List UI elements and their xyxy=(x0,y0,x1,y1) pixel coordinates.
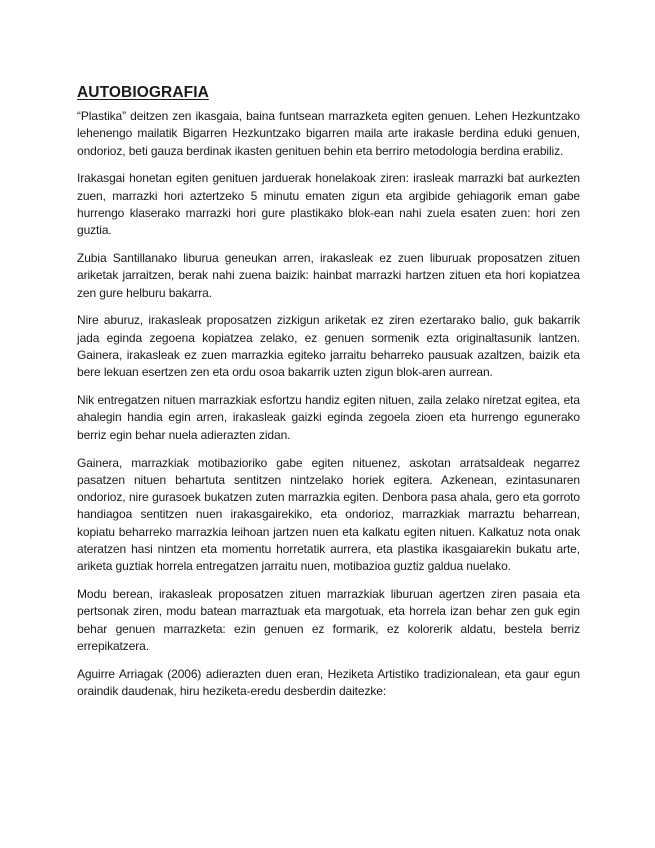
paragraph: Aguirre Arriagak (2006) adierazten duen eran, Heziketa Artistiko tradizionalean, eta gaur egun oraindik daudenak, hiru heziketa-eredu desberdin daitezke: xyxy=(77,666,580,699)
paragraph: Zubia Santillanako liburua geneukan arren, irakasleak ez zuen liburuak proposatzen zituen ariketak jarraitzen, berak nahi zuena baizik: hainbat marrazki hartzen zituen eta hori kopiatzea zen gure helburu bakarra. xyxy=(77,251,580,300)
paragraph: “Plastika” deitzen zen ikasgaia, baina funtsean marrazketa egiten genuen. Lehen Hezkuntzako lehenengo mailatik Bigarren Hezkuntzako bigarren maila arte irakasle berdina eduki genuen, ondorioz, beti gauza berdinak ikasten genituen behin eta berriro metodologia berdina erabiliz. xyxy=(77,109,580,158)
paragraph: Modu berean, irakasleak proposatzen zituen marrazkiak liburuan agertzen ziren pasaia eta pertsonak ziren, modu batean marraztuak eta margotuak, eta horrela izan behar zen guk egin behar genuen marrazketa: ezin genuen ez formarik, ez kolorerik aldatu, bestela berriz errepikatzera. xyxy=(77,587,580,654)
document-title: AUTOBIOGRAFIA xyxy=(77,84,209,101)
document-page xyxy=(77,84,580,711)
paragraph: Nire aburuz, irakasleak proposatzen zizkigun ariketak ez ziren ezertarako balio, guk bakarrik jada eginda zegoena kopiatzea zelako, ez genuen sormenik ezta originaltasunik lantzen. Gainera, irakasleak ez zuen marrazkia egiteko jarraitu beharreko pausuak azaltzen, baizik eta bere lekuan esertzen zen eta ordu osoa bakarrik uzten zigun blok-aren aurrean. xyxy=(77,313,580,380)
paragraph: Gainera, marrazkiak motibazioriko gabe egiten nituenez, askotan arratsaldeak negarrez pasatzen nituen behartuta sentitzen nintzelako horiek egitera. Azkenean, ezintasunaren ondorioz, nire gurasoek bukatzen zuten marrazkia egiten. Denbora pasa ahala, gero eta gorroto handiagoa sentitzen nuen irakasgairekiko, eta ondorioz, marrazkiak marraztu beharrean, kopiatu beharreko marrazkia leihoan jartzen nuen eta kalkatu egiten nituen. Kalkatuz nota onak ateratzen hasi nintzen eta momentu horretatik aurrera, eta plastika ikasgaiarekin bukatu arte, ariketa guztiak horrela entregatzen jarraitu nuen, motibazioa guztiz galdua nuelako. xyxy=(77,455,580,574)
paragraph: Nik entregatzen nituen marrazkiak esfortzu handiz egiten nituen, zaila zelako niretzat egitea, eta ahalegin handia egin arren, irakasleak gaizki eginda zegoela zioen eta hurrengo egunerako berriz egin behar nuela adierazten zidan. xyxy=(77,393,580,442)
paragraph: Irakasgai honetan egiten genituen jarduerak honelakoak ziren: irasleak marrazki bat aurkezten zuen, marrazki hori aztertzeko 5 minutu ematen zigun eta argibide gehiagorik eman gabe hurrengo klaserako marrazki hori gure plastikako blok-ean nahi zuela esaten zuen: hori zen guztia. xyxy=(77,171,580,238)
